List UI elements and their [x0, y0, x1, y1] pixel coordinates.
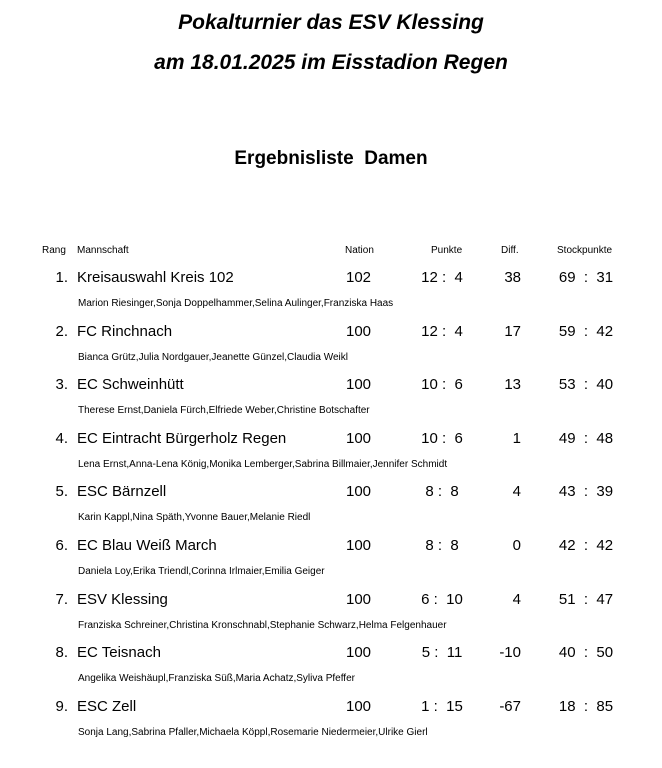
row-players: Daniela Loy,Erika Triendl,Corinna Irlmaier,Emilia Geiger — [78, 566, 325, 577]
row-diff: 38 — [504, 269, 521, 286]
row-rank: 3. — [55, 376, 68, 393]
row-players: Franziska Schreiner,Christina Kronschnabl,Stephanie Schwarz,Helma Felgenhauer — [78, 620, 447, 631]
row-nation: 100 — [346, 430, 372, 447]
column-header-nation: Nation — [345, 245, 374, 256]
row-team: EC Blau Weiß March — [77, 537, 217, 554]
row-team: ESV Klessing — [77, 591, 168, 608]
row-punkte: 5 : 11 — [421, 644, 463, 661]
row-diff: -67 — [499, 698, 521, 715]
row-team: FC Rinchnach — [77, 323, 173, 340]
page-subtitle: Ergebnisliste Damen — [234, 148, 428, 169]
row-rank: 5. — [55, 483, 68, 500]
row-rank: 8. — [55, 644, 68, 661]
row-team: EC Eintracht Bürgerholz Regen — [77, 430, 287, 447]
row-rank: 9. — [55, 698, 68, 715]
row-punkte: 6 : 10 — [421, 591, 463, 608]
row-diff: 4 — [512, 483, 521, 500]
row-team: ESC Bärnzell — [77, 483, 167, 500]
row-players: Bianca Grütz,Julia Nordgauer,Jeanette Günzel,Claudia Weikl — [78, 352, 348, 363]
row-players: Therese Ernst,Daniela Fürch,Elfriede Weber,Christine Botschafter — [78, 405, 370, 416]
row-diff: 17 — [504, 323, 521, 340]
row-diff: 4 — [512, 591, 521, 608]
column-header-mannschaft: Mannschaft — [77, 245, 129, 256]
row-team: EC Schweinhütt — [77, 376, 184, 393]
title-line-1: Pokalturnier das ESV Klessing — [178, 11, 484, 34]
row-stockpunkte: 43 : 39 — [558, 483, 614, 500]
row-stockpunkte: 49 : 48 — [558, 430, 614, 447]
row-diff: 13 — [504, 376, 521, 393]
column-header-diff: Diff. — [501, 245, 519, 256]
row-stockpunkte: 59 : 42 — [558, 323, 614, 340]
row-stockpunkte: 42 : 42 — [558, 537, 614, 554]
row-diff: -10 — [499, 644, 521, 661]
column-header-punkte: Punkte — [431, 245, 463, 256]
title-line-2: am 18.01.2025 im Eisstadion Regen — [154, 51, 508, 74]
row-punkte: 10 : 6 — [421, 376, 463, 393]
column-header-stockpunkte: Stockpunkte — [557, 245, 613, 256]
row-nation: 100 — [346, 537, 372, 554]
column-header-rang: Rang — [42, 245, 66, 256]
row-nation: 100 — [346, 591, 372, 608]
row-players: Karin Kappl,Nina Späth,Yvonne Bauer,Melanie Riedl — [78, 512, 311, 523]
row-team: Kreisauswahl Kreis 102 — [77, 269, 234, 286]
row-stockpunkte: 69 : 31 — [558, 269, 614, 286]
row-players: Lena Ernst,Anna-Lena König,Monika Lemberger,Sabrina Billmaier,Jennifer Schmidt — [78, 459, 448, 470]
row-team: ESC Zell — [77, 698, 137, 715]
row-players: Sonja Lang,Sabrina Pfaller,Michaela Köppl,Rosemarie Niedermeier,Ulrike Gierl — [78, 727, 428, 738]
row-stockpunkte: 18 : 85 — [558, 698, 614, 715]
row-nation: 100 — [346, 483, 372, 500]
row-diff: 0 — [512, 537, 521, 554]
row-punkte: 8 : 8 — [425, 483, 459, 500]
row-team: EC Teisnach — [77, 644, 161, 661]
row-punkte: 8 : 8 — [425, 537, 459, 554]
row-rank: 4. — [55, 430, 68, 447]
row-rank: 7. — [55, 591, 68, 608]
row-punkte: 12 : 4 — [421, 269, 463, 286]
row-players: Angelika Weishäupl,Franziska Süß,Maria Achatz,Syliva Pfeffer — [78, 673, 355, 684]
row-punkte: 1 : 15 — [421, 698, 463, 715]
row-players: Marion Riesinger,Sonja Doppelhammer,Selina Aulinger,Franziska Haas — [78, 298, 394, 309]
row-rank: 2. — [55, 323, 68, 340]
row-punkte: 12 : 4 — [421, 323, 463, 340]
row-nation: 100 — [346, 644, 372, 661]
row-stockpunkte: 53 : 40 — [558, 376, 614, 393]
row-nation: 100 — [346, 698, 372, 715]
row-nation: 102 — [346, 269, 372, 286]
row-stockpunkte: 51 : 47 — [558, 591, 614, 608]
row-rank: 1. — [55, 269, 68, 286]
row-nation: 100 — [346, 376, 372, 393]
row-stockpunkte: 40 : 50 — [558, 644, 614, 661]
row-punkte: 10 : 6 — [421, 430, 463, 447]
row-rank: 6. — [55, 537, 68, 554]
row-diff: 1 — [512, 430, 521, 447]
row-nation: 100 — [346, 323, 372, 340]
